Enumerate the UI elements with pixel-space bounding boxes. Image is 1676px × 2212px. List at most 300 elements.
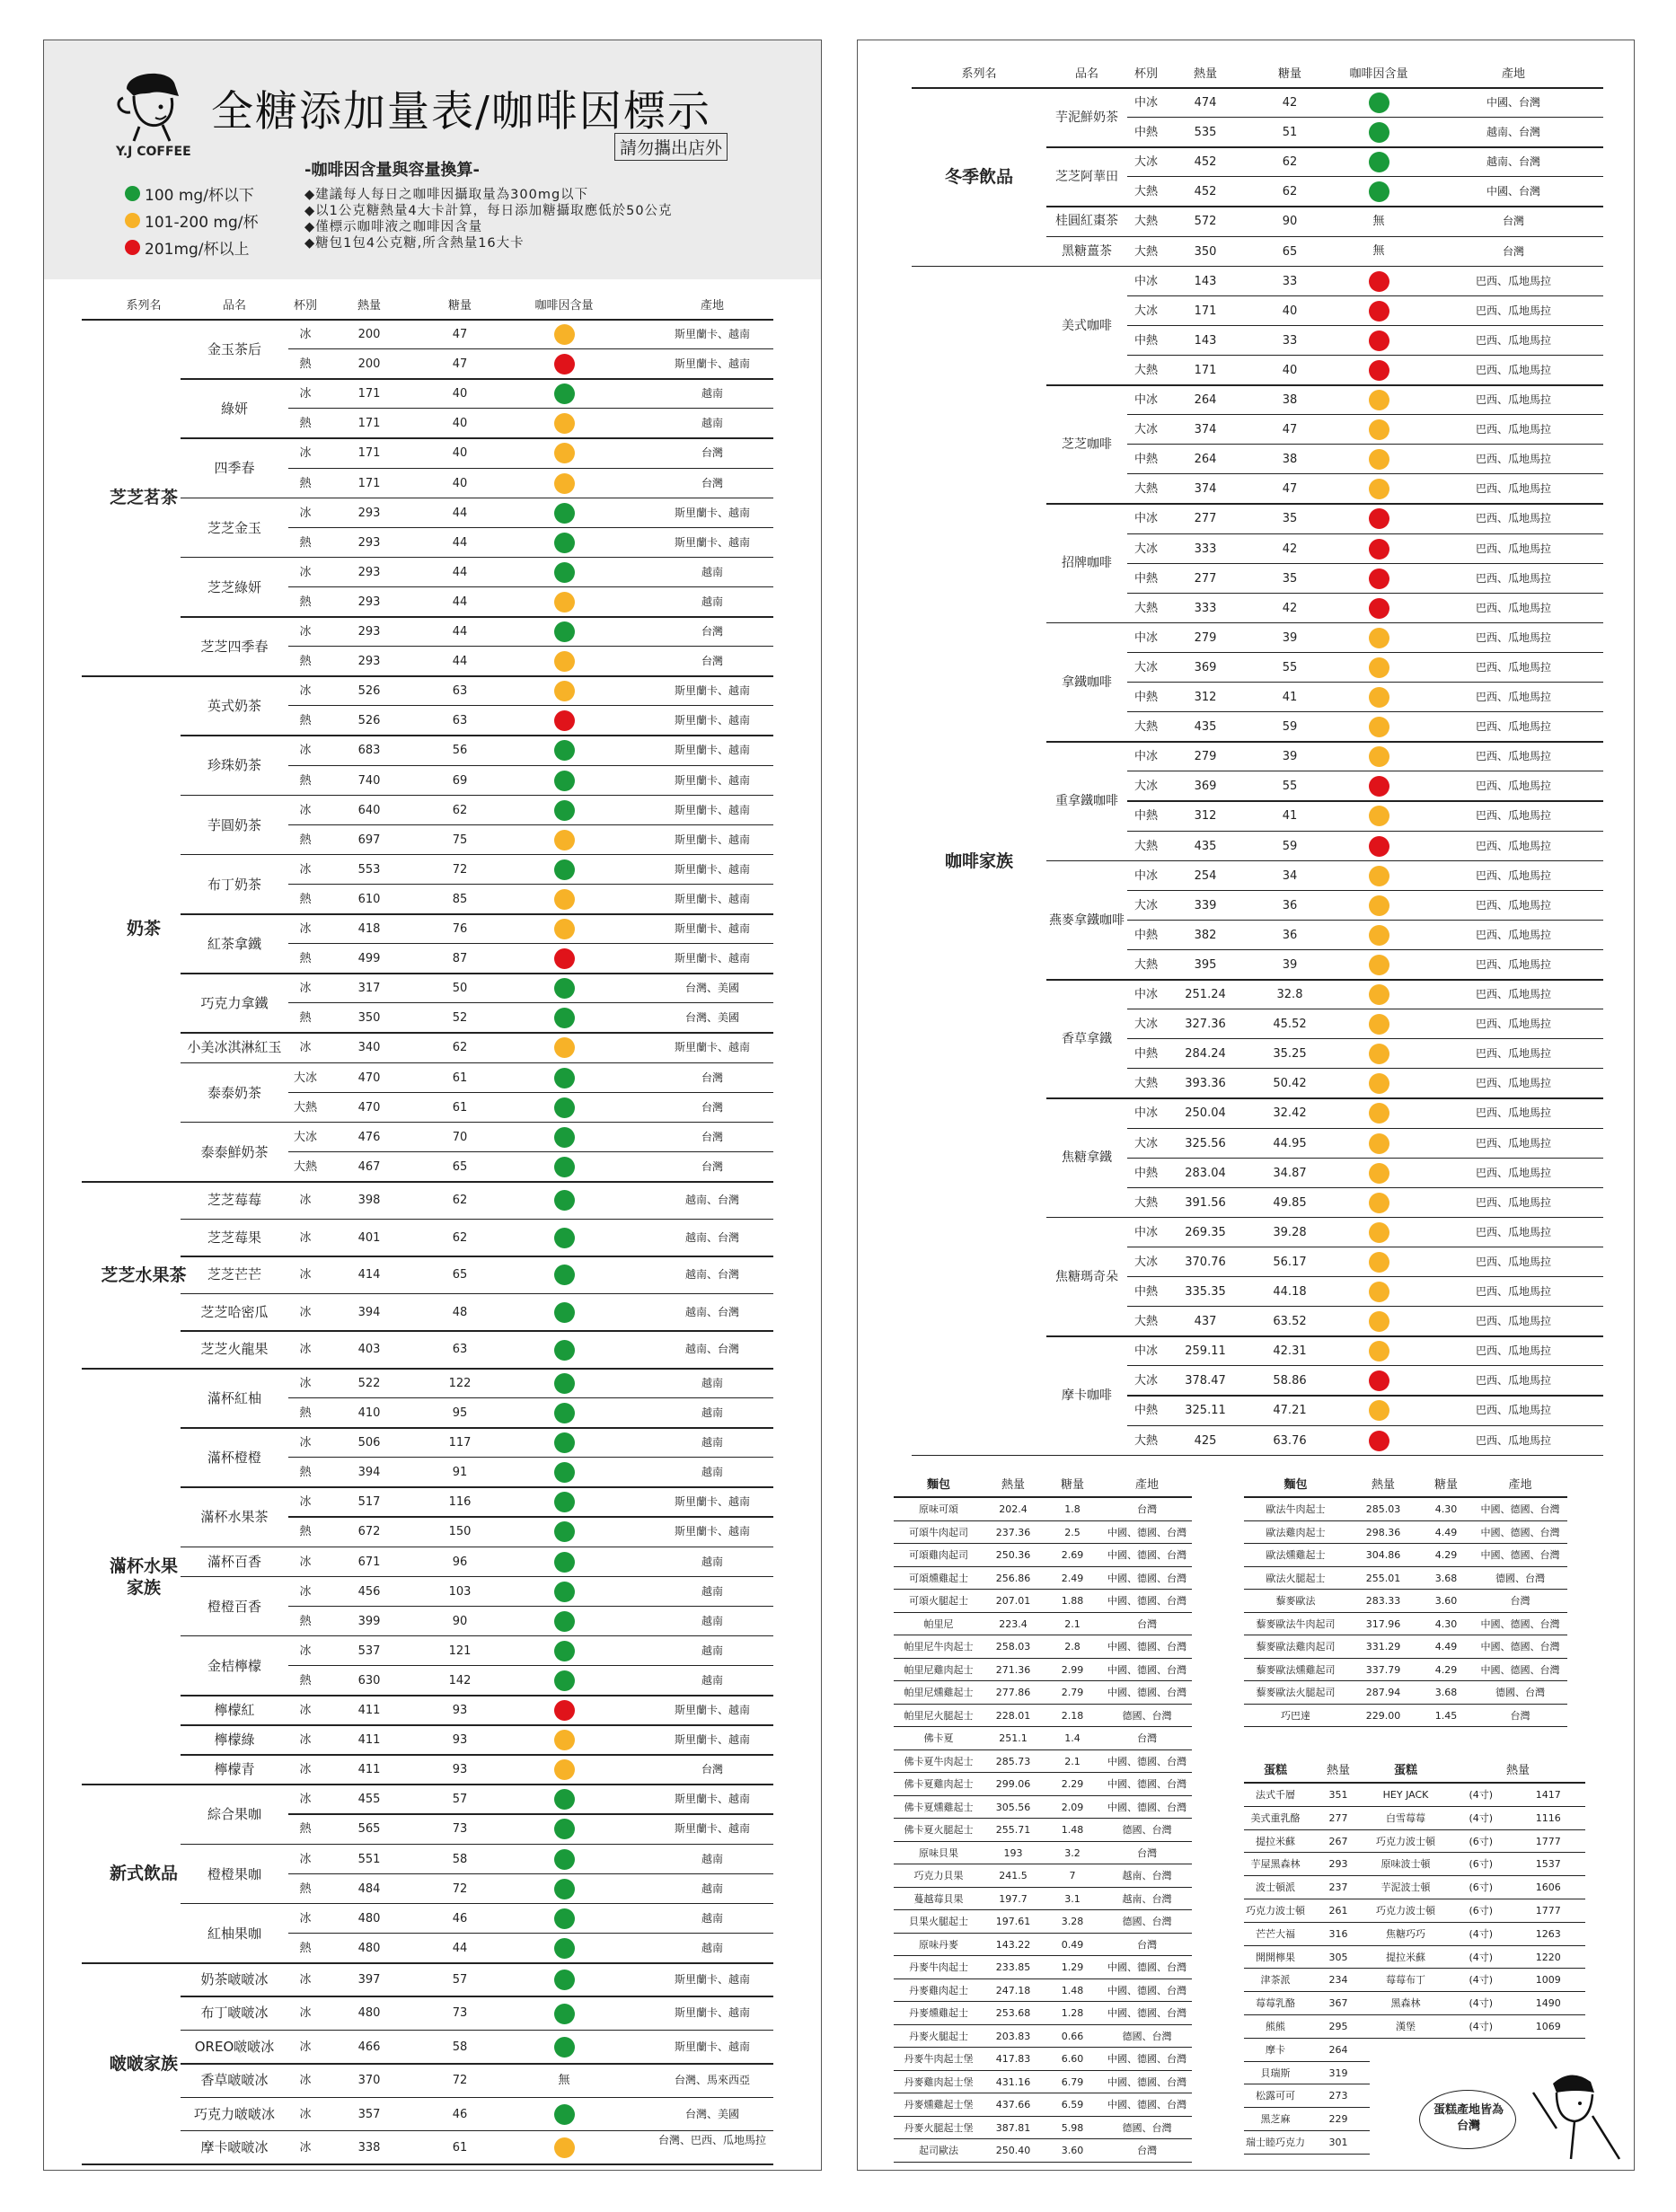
calories: 250.04 xyxy=(1185,1106,1226,1121)
calories: 526 xyxy=(357,684,381,699)
calories: 697 xyxy=(357,833,381,847)
sugar: 44.95 xyxy=(1273,1136,1307,1150)
sugar: 44 xyxy=(452,1941,468,1955)
cup-size: 冰 xyxy=(299,2040,312,2054)
calories: 284.24 xyxy=(1185,1047,1226,1062)
sugar: 39 xyxy=(1282,957,1298,972)
item-name: 黑森林 xyxy=(1390,1997,1421,2010)
caffeine-dot-yellow xyxy=(1369,1311,1389,1332)
caffeine-dot-red xyxy=(1369,1431,1389,1451)
origin: 越南 xyxy=(701,1466,723,1479)
cup-size: 大熱 xyxy=(1134,1077,1158,1091)
sugar: 3.68 xyxy=(1434,1572,1458,1584)
item-name: 摩卡 xyxy=(1266,2043,1285,2056)
caffeine-dot-green xyxy=(554,1552,575,1573)
item-name: 佛卡夏牛肉起士 xyxy=(904,1755,974,1767)
calories: 350 xyxy=(1194,244,1217,259)
cup-size: 熱 xyxy=(299,1011,312,1026)
sugar: 63.52 xyxy=(1273,1315,1307,1329)
origin: 台灣、美國 xyxy=(684,2107,739,2120)
origin: 巴西、瓜地馬拉 xyxy=(1475,1255,1551,1268)
origin: 斯里蘭卡、越南 xyxy=(674,506,750,519)
sugar: 96 xyxy=(452,1555,468,1569)
caffeine-dot-red xyxy=(554,948,575,969)
calories: 203.83 xyxy=(995,2030,1031,2042)
sugar: 58 xyxy=(452,1852,468,1866)
calories: 467 xyxy=(357,1159,381,1174)
cup-size: 冰 xyxy=(299,1436,312,1450)
product-name: 芝芝四季春 xyxy=(200,639,269,655)
origin: 台灣 xyxy=(701,1763,723,1776)
row-divider xyxy=(1244,1726,1567,1727)
calories: 640 xyxy=(357,803,381,817)
caffeine-dot-green xyxy=(554,1190,575,1211)
origin: 斯里蘭卡、越南 xyxy=(674,1972,750,1986)
calories: 293 xyxy=(357,595,381,609)
cup-size: 中冰 xyxy=(1134,512,1158,526)
calories: 456 xyxy=(357,1584,381,1599)
calories: 1263 xyxy=(1535,1927,1561,1940)
origin: 台灣 xyxy=(1137,1938,1157,1951)
calories: 537 xyxy=(357,1644,381,1658)
row-divider xyxy=(912,1455,1603,1457)
item-name: 藜麥歐法牛肉起司 xyxy=(1256,1617,1336,1630)
origin: 斯里蘭卡、越南 xyxy=(674,328,750,340)
cup-size: 冰 xyxy=(299,1972,312,1987)
item-name: 漢堡 xyxy=(1396,2021,1416,2032)
caffeine-dot-green xyxy=(554,1789,575,1810)
calories: 455 xyxy=(357,1793,381,1807)
sugar: 40 xyxy=(452,417,468,431)
sugar: 52 xyxy=(452,1011,468,1026)
calories: 171 xyxy=(1194,304,1217,318)
sugar: 69 xyxy=(452,773,468,788)
cup-size: 大冰 xyxy=(293,1071,317,1085)
caffeine-dot-green xyxy=(554,533,575,553)
item-name: 開開檸果 xyxy=(1256,1951,1295,1963)
sugar: 33 xyxy=(1282,333,1298,348)
origin: 斯里蘭卡、越南 xyxy=(674,773,750,787)
origin: 中國、德國、台灣 xyxy=(1480,1503,1560,1515)
item-name: 藜麥歐法火腿起司 xyxy=(1256,1687,1336,1698)
calories: 285.03 xyxy=(1365,1503,1401,1515)
sugar: 2.49 xyxy=(1061,1572,1084,1584)
sugar: 0.66 xyxy=(1061,2030,1084,2042)
item-name: 莓莓布丁 xyxy=(1386,1974,1425,1987)
origin: 越南、台灣 xyxy=(684,1343,739,1356)
caffeine-dot-red xyxy=(1369,330,1389,351)
product-name: 摩卡咖啡 xyxy=(1062,1388,1112,1404)
item-name: 波士頓派 xyxy=(1256,1882,1295,1894)
caffeine-dot-green xyxy=(554,771,575,791)
caffeine-none-label: 無 xyxy=(1372,214,1385,228)
cup-size: 熱 xyxy=(299,1941,312,1955)
origin: 德國、台灣 xyxy=(1495,1572,1545,1584)
calories: 572 xyxy=(1194,215,1217,229)
item-name: 巧克力波士頓 xyxy=(1376,1905,1435,1917)
item-name: 歐法牛肉起士 xyxy=(1266,1503,1326,1515)
item-name: 歐法燻雞起士 xyxy=(1266,1549,1326,1561)
product-name: 紅柚果咖 xyxy=(207,1925,261,1942)
calories: 171 xyxy=(357,387,381,401)
calories: 331.29 xyxy=(1365,1641,1401,1652)
sugar: 35 xyxy=(1282,512,1298,526)
cup-size: 大熱 xyxy=(1134,215,1158,229)
cup-size: 熱 xyxy=(299,357,312,372)
sugar: 90 xyxy=(1282,215,1298,229)
origin: 越南、台灣 xyxy=(1122,1892,1172,1905)
product-name: 小美冰淇淋紅玉 xyxy=(187,1039,282,1056)
product-name: 綠妍 xyxy=(220,401,248,418)
item-name: 莓莓乳酪 xyxy=(1256,1997,1295,2010)
sugar: 42 xyxy=(1282,96,1298,110)
size: (4寸) xyxy=(1469,1974,1494,1987)
calories: 171 xyxy=(357,417,381,431)
origin: 德國、台灣 xyxy=(1122,1824,1172,1836)
calories: 351 xyxy=(1328,1789,1348,1801)
sugar: 91 xyxy=(452,1466,468,1480)
origin: 巴西、瓜地馬拉 xyxy=(1475,691,1551,703)
calories: 317.96 xyxy=(1365,1617,1401,1630)
origin: 越南 xyxy=(701,1911,723,1925)
note-line: ◆建議每人每日之咖啡因攝取量為300mg以下 xyxy=(304,188,589,202)
calories: 229.00 xyxy=(1365,1709,1401,1722)
cup-size: 冰 xyxy=(299,1852,312,1866)
series-name: 芝芝水果茶 xyxy=(101,1265,187,1285)
calories: 267 xyxy=(1328,1835,1348,1847)
sugar: 62 xyxy=(1282,155,1298,170)
cup-size: 中熱 xyxy=(1134,571,1158,586)
calories: 293 xyxy=(357,506,381,520)
item-name: 藜麥歐法燻雞起司 xyxy=(1256,1663,1336,1676)
sugar: 47 xyxy=(452,357,468,372)
origin: 巴西、瓜地馬拉 xyxy=(1475,1433,1551,1447)
origin: 巴西、瓜地馬拉 xyxy=(1475,482,1551,496)
sugar: 1.8 xyxy=(1064,1503,1081,1515)
origin: 中國、德國、台灣 xyxy=(1480,1641,1560,1652)
item-name: 丹麥燻雞起士 xyxy=(909,2007,968,2019)
cup-size: 大熱 xyxy=(293,1159,317,1174)
origin: 越南 xyxy=(701,1644,723,1657)
column-header: 品名 xyxy=(222,299,246,313)
sugar: 62 xyxy=(452,803,468,817)
caffeine-dot-red xyxy=(1369,836,1389,857)
sugar: 59 xyxy=(1282,720,1298,735)
calories: 304.86 xyxy=(1365,1549,1401,1561)
column-header: 產地 xyxy=(1501,67,1525,81)
origin: 巴西、瓜地馬拉 xyxy=(1475,1047,1551,1061)
calories: 277 xyxy=(1194,512,1217,526)
speech-bubble-text: 蛋糕產地皆為台灣 xyxy=(1433,2103,1504,2133)
sugar: 6.79 xyxy=(1061,2075,1084,2088)
item-name: 巧克力波士頓 xyxy=(1246,1905,1305,1917)
caffeine-dot-red xyxy=(1369,301,1389,322)
origin: 巴西、瓜地馬拉 xyxy=(1475,1077,1551,1090)
calories: 143.22 xyxy=(995,1938,1031,1951)
caffeine-dot-yellow xyxy=(554,443,575,463)
calories: 316 xyxy=(1328,1927,1348,1940)
calories: 672 xyxy=(357,1525,381,1539)
calories: 437 xyxy=(1194,1315,1217,1329)
calories: 397 xyxy=(357,1972,381,1987)
table-header: 糖量 xyxy=(1060,1478,1084,1492)
caffeine-dot-green xyxy=(554,800,575,821)
caffeine-dot-green xyxy=(554,1641,575,1661)
caffeine-dot-yellow xyxy=(1369,1252,1389,1273)
origin: 巴西、瓜地馬拉 xyxy=(1475,571,1551,585)
caffeine-dot-yellow xyxy=(1369,390,1389,410)
cup-size: 大熱 xyxy=(1134,1315,1158,1329)
sugar: 4.29 xyxy=(1434,1663,1458,1676)
origin: 中國、德國、台灣 xyxy=(1107,2007,1186,2019)
product-name: 珍珠奶茶 xyxy=(207,757,261,774)
caffeine-dot-yellow xyxy=(1369,1282,1389,1302)
calories: 283.04 xyxy=(1185,1166,1226,1180)
sugar: 93 xyxy=(452,1733,468,1748)
product-name: 檸檬青 xyxy=(214,1761,255,1778)
origin: 德國、台灣 xyxy=(1495,1687,1545,1698)
cup-size: 冰 xyxy=(299,625,312,639)
cup-size: 冰 xyxy=(299,2074,312,2088)
cup-size: 大熱 xyxy=(1134,363,1158,377)
caffeine-dot-green xyxy=(554,1670,575,1691)
origin: 中國、德國、台灣 xyxy=(1107,1549,1186,1561)
calories: 305.56 xyxy=(995,1801,1031,1813)
sugar: 65 xyxy=(1282,244,1298,259)
caffeine-dot-yellow xyxy=(1369,1103,1389,1124)
calories: 535 xyxy=(1194,126,1217,140)
caffeine-dot-yellow xyxy=(1369,1222,1389,1243)
table-header: 麵包 xyxy=(926,1478,950,1492)
sugar: 63.76 xyxy=(1273,1433,1307,1448)
sugar: 55 xyxy=(1282,660,1298,674)
calories: 411 xyxy=(357,1763,381,1777)
origin: 巴西、瓜地馬拉 xyxy=(1475,1136,1551,1150)
sugar: 2.8 xyxy=(1064,1641,1081,1652)
item-name: 藜麥歐法雞肉起司 xyxy=(1256,1641,1336,1652)
sugar: 3.60 xyxy=(1434,1595,1458,1607)
origin: 中國、德國、台灣 xyxy=(1107,1526,1186,1538)
product-name: 泰泰鮮奶茶 xyxy=(200,1143,269,1160)
calories: 394 xyxy=(357,1466,381,1480)
sugar: 40 xyxy=(452,476,468,490)
origin: 越南、台灣 xyxy=(1486,155,1540,169)
size: (4寸) xyxy=(1469,1951,1494,1963)
caffeine-dot-yellow xyxy=(1369,1073,1389,1094)
cup-size: 冰 xyxy=(299,328,312,341)
sugar: 70 xyxy=(452,1130,468,1144)
item-name: 丹麥雞肉起士 xyxy=(909,1984,968,1996)
item-name: HEY JACK xyxy=(1382,1789,1429,1801)
caffeine-dot-green xyxy=(554,1097,575,1118)
calories: 1417 xyxy=(1535,1789,1561,1801)
origin: 中國、德國、台灣 xyxy=(1107,1984,1186,1996)
cup-size: 大熱 xyxy=(1134,839,1158,853)
caffeine-dot-yellow xyxy=(554,2137,575,2158)
calories: 470 xyxy=(357,1071,381,1085)
notice-box: 請勿攜出店外 xyxy=(614,133,728,161)
calories: 553 xyxy=(357,862,381,877)
calories: 269.35 xyxy=(1185,1225,1226,1239)
cup-size: 冰 xyxy=(299,1495,312,1510)
origin: 中國、德國、台灣 xyxy=(1107,1687,1186,1698)
sugar: 85 xyxy=(452,892,468,906)
item-name: 可頌牛肉起司 xyxy=(909,1526,968,1538)
item-name: 丹麥牛肉起士堡 xyxy=(904,2053,974,2065)
item-name: 可頌燻雞起士 xyxy=(909,1572,968,1584)
product-name: 橙橙百香 xyxy=(207,1598,261,1615)
caffeine-dot-yellow xyxy=(1369,1193,1389,1213)
caffeine-dot-green xyxy=(554,740,575,761)
origin: 越南、台灣 xyxy=(1122,1870,1172,1882)
caffeine-dot-yellow xyxy=(554,592,575,612)
caffeine-dot-yellow xyxy=(1369,449,1389,470)
item-name: 藜麥歐法 xyxy=(1275,1595,1316,1607)
cup-size: 大熱 xyxy=(1134,957,1158,972)
calories: 298.36 xyxy=(1365,1526,1401,1538)
origin: 中國、德國、台灣 xyxy=(1107,1572,1186,1584)
origin: 斯里蘭卡、越南 xyxy=(674,684,750,698)
calories: 671 xyxy=(357,1555,381,1569)
column-header: 糖量 xyxy=(447,299,472,313)
caffeine-dot-green xyxy=(554,1302,575,1323)
origin: 中國、德國、台灣 xyxy=(1480,1663,1560,1676)
caffeine-note-title: -咖啡因含量與容量換算- xyxy=(304,161,480,180)
origin: 巴西、瓜地馬拉 xyxy=(1475,1106,1551,1120)
origin: 中國、德國、台灣 xyxy=(1107,1641,1186,1652)
sugar: 7 xyxy=(1069,1870,1076,1882)
calories: 255.01 xyxy=(1365,1572,1401,1584)
product-name: 金玉茶后 xyxy=(207,341,261,357)
sugar: 50.42 xyxy=(1273,1077,1307,1091)
sugar: 5.98 xyxy=(1061,2121,1084,2134)
sugar: 3.1 xyxy=(1064,1892,1081,1905)
sugar: 103 xyxy=(448,1584,472,1599)
cup-size: 冰 xyxy=(299,1343,312,1357)
calories: 197.61 xyxy=(995,1916,1031,1927)
origin: 中國、德國、台灣 xyxy=(1107,1961,1186,1973)
calories: 299.06 xyxy=(995,1778,1031,1790)
item-name: 黑芝麻 xyxy=(1260,2113,1291,2126)
calories: 425 xyxy=(1194,1433,1217,1448)
sugar: 3.60 xyxy=(1061,2145,1084,2156)
cup-size: 熱 xyxy=(299,1673,312,1688)
calories: 271.36 xyxy=(995,1663,1031,1676)
origin: 中國、德國、台灣 xyxy=(1480,1617,1560,1630)
calories: 401 xyxy=(357,1230,381,1245)
sugar: 44 xyxy=(452,595,468,609)
size: (6寸) xyxy=(1469,1905,1494,1917)
origin: 德國、台灣 xyxy=(1122,2121,1172,2134)
origin: 台灣 xyxy=(1137,1617,1157,1630)
calories: 277 xyxy=(1328,1811,1348,1824)
calories: 565 xyxy=(357,1822,381,1837)
sugar: 4.30 xyxy=(1434,1503,1458,1515)
cup-size: 大冰 xyxy=(1134,423,1158,437)
caffeine-dot-green xyxy=(554,1908,575,1929)
calories: 229 xyxy=(1328,2113,1348,2126)
item-name: 熊熊 xyxy=(1266,2021,1285,2032)
origin: 越南、台灣 xyxy=(1486,126,1540,139)
cup-size: 中熱 xyxy=(1134,1285,1158,1299)
item-name: 蔓越莓貝果 xyxy=(913,1892,964,1905)
caffeine-dot-yellow xyxy=(554,1759,575,1780)
cup-size: 熱 xyxy=(299,476,312,490)
origin: 越南、台灣 xyxy=(684,1230,739,1244)
calories: 335.35 xyxy=(1185,1285,1226,1299)
calories: 312 xyxy=(1194,809,1217,824)
product-name: OREO啵啵冰 xyxy=(194,2038,275,2055)
size: (4寸) xyxy=(1469,1927,1494,1940)
caffeine-dot-green xyxy=(554,978,575,999)
cup-size: 大熱 xyxy=(1134,1195,1158,1210)
cup-size: 冰 xyxy=(299,446,312,461)
cup-size: 中冰 xyxy=(1134,1106,1158,1121)
table-header: 熱量 xyxy=(1505,1764,1530,1777)
calories: 251.1 xyxy=(999,1732,1028,1744)
calories: 200 xyxy=(357,357,381,372)
calories: 202.4 xyxy=(999,1503,1028,1515)
calories: 340 xyxy=(357,1041,381,1055)
right-panel xyxy=(857,40,1635,2171)
product-name: 芝芝莓莓 xyxy=(207,1191,261,1208)
caffeine-dot-green xyxy=(554,1521,575,1542)
product-name: 滿杯橙橙 xyxy=(207,1450,261,1467)
origin: 越南 xyxy=(701,1941,723,1954)
calories: 279 xyxy=(1194,750,1217,764)
calories: 517 xyxy=(357,1495,381,1510)
origin: 斯里蘭卡、越南 xyxy=(674,1525,750,1538)
caffeine-dot-green xyxy=(554,1492,575,1512)
calories: 228.01 xyxy=(995,1709,1031,1722)
caffeine-dot-green xyxy=(554,1265,575,1285)
sugar: 50 xyxy=(452,982,468,996)
caffeine-dot-green xyxy=(554,1611,575,1632)
origin: 巴西、瓜地馬拉 xyxy=(1475,333,1551,347)
cup-size: 大熱 xyxy=(1134,244,1158,259)
calories: 256.86 xyxy=(995,1572,1031,1584)
item-name: 原味丹麥 xyxy=(919,1938,958,1951)
sugar: 51 xyxy=(1282,126,1298,140)
origin: 中國、德國、台灣 xyxy=(1107,1778,1186,1790)
origin: 斯里蘭卡、越南 xyxy=(674,357,750,371)
calories: 391.56 xyxy=(1185,1195,1226,1210)
origin: 巴西、瓜地馬拉 xyxy=(1475,274,1551,287)
origin: 巴西、瓜地馬拉 xyxy=(1475,898,1551,912)
mascot-logo-icon xyxy=(107,58,193,145)
calories: 480 xyxy=(357,2006,381,2021)
sugar: 35 xyxy=(1282,571,1298,586)
origin: 巴西、瓜地馬拉 xyxy=(1475,393,1551,406)
item-name: 帕里尼燻雞起士 xyxy=(904,1687,974,1698)
cup-size: 大熱 xyxy=(1134,1433,1158,1448)
sugar: 2.5 xyxy=(1064,1526,1081,1538)
caffeine-dot-red xyxy=(1369,539,1389,560)
item-name: 帕里尼雞肉起士 xyxy=(904,1663,974,1676)
caffeine-dot-green xyxy=(554,1340,575,1361)
calories: 551 xyxy=(357,1852,381,1866)
sugar: 1.4 xyxy=(1064,1732,1081,1744)
sugar: 6.59 xyxy=(1061,2099,1084,2111)
series-name: 滿杯水果家族 xyxy=(109,1555,178,1598)
caffeine-dot-red xyxy=(1369,360,1389,381)
calories: 526 xyxy=(357,714,381,728)
sugar: 56 xyxy=(452,744,468,758)
sugar: 47 xyxy=(1282,482,1298,497)
caffeine-dot-yellow xyxy=(1369,1014,1389,1035)
calories: 337.79 xyxy=(1365,1663,1401,1676)
cup-size: 冰 xyxy=(299,1911,312,1926)
